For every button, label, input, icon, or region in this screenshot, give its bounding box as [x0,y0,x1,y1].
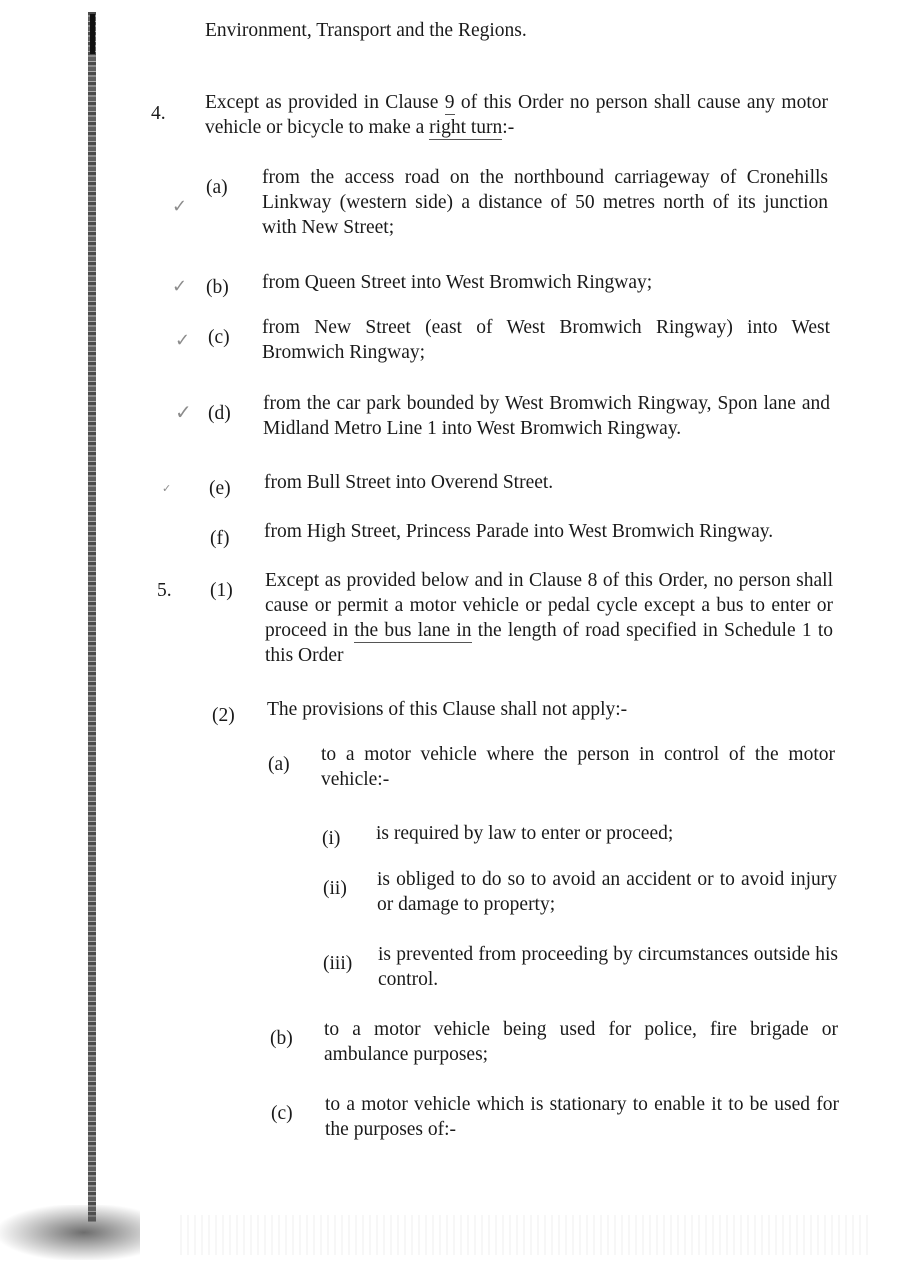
clause-4-right-turn: right turn [429,117,503,138]
check-mark-icon: ✓ [175,400,192,424]
clause-5-item-text: to a motor vehicle which is stationary to enable it to be used for the purposes of:- [325,1094,839,1140]
clause-5-number: 5. [157,580,172,601]
clause-4-ref: 9 [444,92,455,113]
clause-4-item-text: from Bull Street into Overend Street. [264,472,554,493]
intro-line: Environment, Transport and the Regions. [205,20,527,41]
clause-4-item-mark: (a) [206,177,228,198]
clause-5-item-mark: (c) [271,1103,293,1124]
clause-4-item-mark: (d) [208,403,231,424]
clause-5-subitem-text: is obliged to do so to avoid an accident or to avoid injury or damage to property; [377,869,837,915]
clause-4-item-mark: (e) [209,478,231,499]
clause-5-subitem-text: is required by law to enter or proceed; [376,823,674,844]
clause-5-subitem-text: is prevented from proceeding by circumstances outside his control. [378,944,838,990]
clause-4-text-after: :- [502,117,515,138]
clause-5-bus-lane: the bus lane in [354,620,472,641]
scan-smudge [0,1205,140,1260]
clause-4-item-text: from High Street, Princess Parade into West Bromwich Ringway. [264,521,774,542]
clause-5-item-mark: (a) [268,754,290,775]
clause-5-sub1-text-after: the length of road specified in Schedule 1 to this Order [265,620,833,666]
clause-5-item-text: to a motor vehicle being used for police, fire brigade or ambulance purposes; [324,1019,838,1065]
check-mark-icon: ✓ [172,276,188,297]
clause-4-number: 4. [151,103,166,124]
clause-4-item-mark: (f) [210,528,230,549]
check-mark-icon: ✓ [172,196,188,217]
clause-5-sub2-text: The provisions of this Clause shall not apply:- [267,699,628,720]
clause-4-item-text: from New Street (east of West Bromwich Ringway) into West Bromwich Ringway; [262,317,830,363]
clause-4-item-text: from Queen Street into West Bromwich Ringway; [262,272,653,293]
clause-4-item-text: from the access road on the northbound carriageway of Cronehills Linkway (western side) a distance of 50 metres north of its junction with New Street; [262,167,828,238]
clause-5-subitem-mark: (ii) [323,878,347,899]
clause-5-sub1-text [265,568,833,668]
clause-5-subitem-mark: (iii) [323,953,353,974]
check-mark-icon: ✓ [175,330,191,351]
clause-4-text [205,90,828,140]
clause-4-text-before: Except as provided in Clause [205,92,445,113]
binding-edge [88,12,96,1222]
binding-edge-top [90,14,95,54]
clause-5-sub2-mark: (2) [212,705,235,726]
clause-5-sub1-text-before: Except as provided below and in Clause 8 of this Order, no person shall cause or permit a motor vehicle or pedal cycle except a bus to enter or proceed in [265,570,833,641]
clause-5-item-text: to a motor vehicle where the person in control of the motor vehicle:- [321,744,835,790]
scan-noise [180,1215,870,1255]
clause-5-item-mark: (b) [270,1028,293,1049]
clause-4-item-mark: (b) [206,277,229,298]
clause-4-item-mark: (c) [208,327,230,348]
check-mark-icon: ✓ [162,482,172,495]
clause-4-text-mid: of this Order no person shall cause any motor vehicle or bicycle to make a [205,92,828,138]
clause-4-item-text: from the car park bounded by West Bromwich Ringway, Spon lane and Midland Metro Line 1 into West Bromwich Ringway. [263,393,830,439]
clause-5-subitem-mark: (i) [322,828,341,849]
clause-5-sub1-mark: (1) [210,580,233,601]
